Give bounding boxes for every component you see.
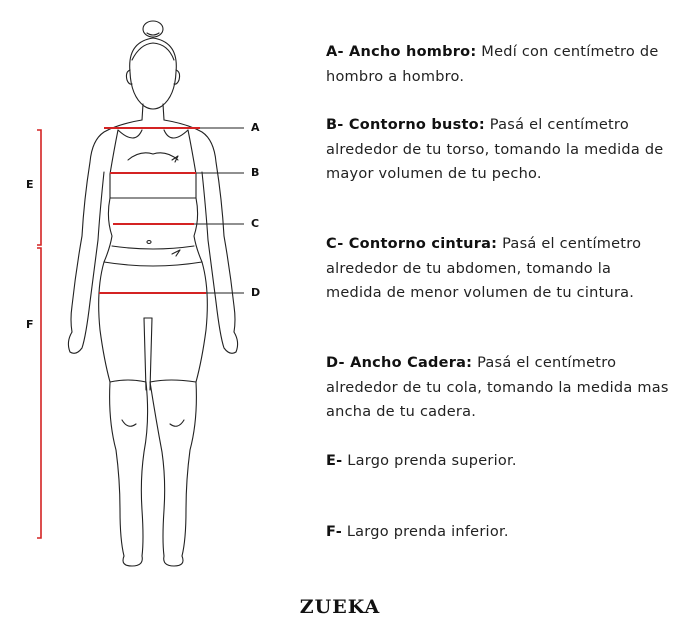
legend-item-d [326,351,671,425]
legend-item-e [326,449,671,474]
marker-d-label: D [251,286,261,299]
legend-key-e: E- [326,453,343,469]
marker-b-label: B [251,166,260,179]
length-brackets [37,130,41,538]
legend-text-e: Largo prenda superior. [342,453,517,469]
legend-item-b [326,113,671,187]
legend-text-c: Pasá el centímetro alrededor de tu abdomen, tomando la medida de menor volumen de tu cintura. [326,236,642,301]
legend-item-a [326,40,671,89]
legend-key-a: A- Ancho hombro: [326,44,477,60]
marker-c-label: C [251,217,260,230]
bracket-e-label: E [26,178,34,191]
brand-logo-text: ZUEKA [299,596,381,618]
marker-a-label: A [251,121,260,134]
legend-item-c [326,232,671,306]
legend-key-f: F- [326,524,342,540]
legend-key-b: B- Contorno busto: [326,117,485,133]
legend-text-f: Largo prenda inferior. [341,524,509,540]
legend-item-f [326,520,671,545]
bracket-lower [37,248,41,538]
bracket-f-label: F [26,318,34,331]
measurement-lines [99,128,206,293]
legend-text-a: Medí con centímetro de hombro a hombro. [326,44,659,85]
bracket-upper [37,130,41,245]
legend-text-d: Pasá el centímetro alrededor de tu cola, tomando la medida mas ancha de tu cadera. [326,355,669,420]
legend-key-c: C- Contorno cintura: [326,236,498,252]
body-measurement-figure [0,0,300,590]
legend-key-d: D- Ancho Cadera: [326,355,473,371]
legend-text-b: Pasá el centímetro alrededor de tu torso, tomando la medida de mayor volumen de tu pecho. [326,117,664,182]
leader-lines [194,128,244,293]
